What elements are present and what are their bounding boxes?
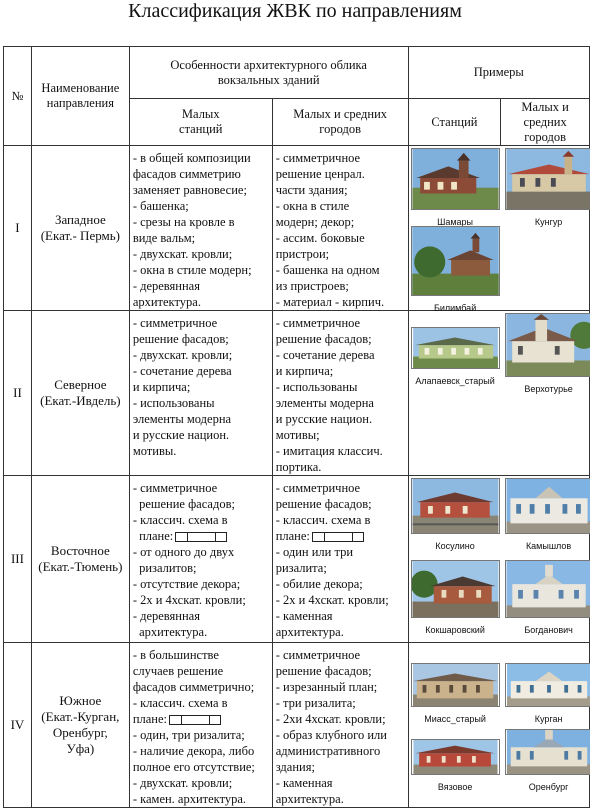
small-stations-features: - в общей композиции фасадов симметрию заменяет равновесие; - башенка; - срезы на кровле в виде вальм; - двухскат. кровли; - окна в стиле модерн; - деревянная архитектура. xyxy=(129,146,272,311)
header-number: № xyxy=(4,47,32,146)
table-row xyxy=(4,643,590,808)
row-number: III xyxy=(4,476,32,643)
header-examples-towns: Малых и средних городов xyxy=(501,99,590,146)
plan-scheme-icon xyxy=(169,715,221,725)
row-direction-name: Восточное (Екат.-Тюмень) xyxy=(31,476,129,643)
plan-scheme-icon xyxy=(312,532,364,542)
examples-cell xyxy=(408,311,589,476)
photo-caption: Алапаевск_старый xyxy=(415,376,495,386)
small-stations-features: - симметричное решение фасадов; - двухскат. кровли; - сочетание дерева и кирпича; - использованы элементы модерна и русские национ. мотивы. xyxy=(129,311,272,476)
example-photo xyxy=(505,148,590,228)
photo-caption: Богданович xyxy=(524,625,573,635)
example-photo xyxy=(411,739,500,793)
row-number: IV xyxy=(4,643,32,808)
photo-caption: Оренбург xyxy=(528,782,569,792)
table-row xyxy=(4,311,590,476)
station-photo xyxy=(505,663,590,707)
station-photo xyxy=(411,226,500,296)
station-photo xyxy=(411,739,500,775)
station-photo xyxy=(505,313,590,377)
photo-caption: Шамары xyxy=(437,217,474,227)
photo-caption: Камышлов xyxy=(525,541,572,551)
table-row xyxy=(4,476,590,643)
photo-caption: Билимбай xyxy=(433,303,477,313)
header-small-stations: Малых станций xyxy=(129,99,272,146)
station-photo xyxy=(411,327,500,369)
examples-cell xyxy=(408,476,589,643)
photo-caption: Косулино xyxy=(435,541,475,551)
plan-scheme-icon xyxy=(175,532,227,542)
row-direction-name: Северное (Екат.-Ивдель) xyxy=(31,311,129,476)
example-photo xyxy=(505,313,590,395)
example-photo xyxy=(411,478,500,552)
small-mid-towns-features: - симметричное решение ценрал. части здания; - окна в стиле модерн; декор; - ассим. боковые пристрои; - башенка на одном из пристроев; - материал - кирпич. xyxy=(272,146,408,311)
example-photo xyxy=(505,560,590,636)
examples-cell xyxy=(408,146,589,311)
photo-caption: Кунгур xyxy=(534,217,563,227)
header-examples: Примеры xyxy=(408,47,589,99)
header-small-mid-towns: Малых и средних городов xyxy=(272,99,408,146)
station-photo xyxy=(505,729,590,775)
row-direction-name: Южное (Екат.-Курган, Оренбург, Уфа) xyxy=(31,643,129,808)
example-photo xyxy=(411,560,500,636)
small-mid-towns-features: - симметричное решение фасадов; - изрезанный план; - три ризалита; - 2хи 4хскат. кровли; - образ клубного или административного здания; - каменная архитектура. xyxy=(272,643,408,808)
header-direction-name: Наименование направления xyxy=(31,47,129,146)
examples-cell xyxy=(408,643,589,808)
small-mid-towns-features: - симметричное решение фасадов; - сочетание дерева и кирпича; - использованы элементы модерна и русские национ. мотивы; - имитация классич. портика. xyxy=(272,311,408,476)
photo-caption: Кокшаровский xyxy=(425,625,485,635)
station-photo xyxy=(411,560,500,618)
station-photo xyxy=(411,478,500,534)
document-title: Классификация ЖВК по направлениям xyxy=(128,0,462,22)
small-stations-features: - в большинстве случаев решение фасадов симметрично; - классич. схема в плане: - один, три ризалита; - наличие декора, либо полное его отсутствие; - двухскат. кровли; - камен. архитектура. xyxy=(129,643,272,808)
station-photo xyxy=(505,148,590,210)
station-photo xyxy=(505,560,590,618)
example-photo xyxy=(411,226,500,314)
small-mid-towns-features: - симметричное решение фасадов; - классич. схема в плане: - один или три ризалита; - обилие декора; - 2х и 4хскат. кровли; - каменная архитектура. xyxy=(272,476,408,643)
station-photo xyxy=(411,663,500,707)
row-number: I xyxy=(4,146,32,311)
table-row xyxy=(4,146,590,311)
classification-table xyxy=(3,46,590,808)
row-number: II xyxy=(4,311,32,476)
example-photo xyxy=(411,663,500,725)
row-direction-name: Западное (Екат.- Пермь) xyxy=(31,146,129,311)
example-photo xyxy=(505,729,590,793)
header-features: Особенности архитектурного облика вокзальных зданий xyxy=(129,47,408,99)
example-photo xyxy=(505,663,590,725)
example-photo xyxy=(505,478,590,552)
photo-caption: Вязовое xyxy=(437,782,473,792)
photo-caption: Миасс_старый xyxy=(424,714,486,724)
photo-caption: Курган xyxy=(534,714,563,724)
small-stations-features: - симметричное решение фасадов; - классич. схема в плане: - от одного до двух ризалитов; - отсутствие декора; - 2х и 4хскат. кровли; - деревянная архитектура. xyxy=(129,476,272,643)
example-photo xyxy=(411,327,500,387)
station-photo xyxy=(505,478,590,534)
header-examples-stations: Станций xyxy=(408,99,501,146)
example-photo xyxy=(411,148,500,228)
photo-caption: Верхотурье xyxy=(524,384,573,394)
station-photo xyxy=(411,148,500,210)
